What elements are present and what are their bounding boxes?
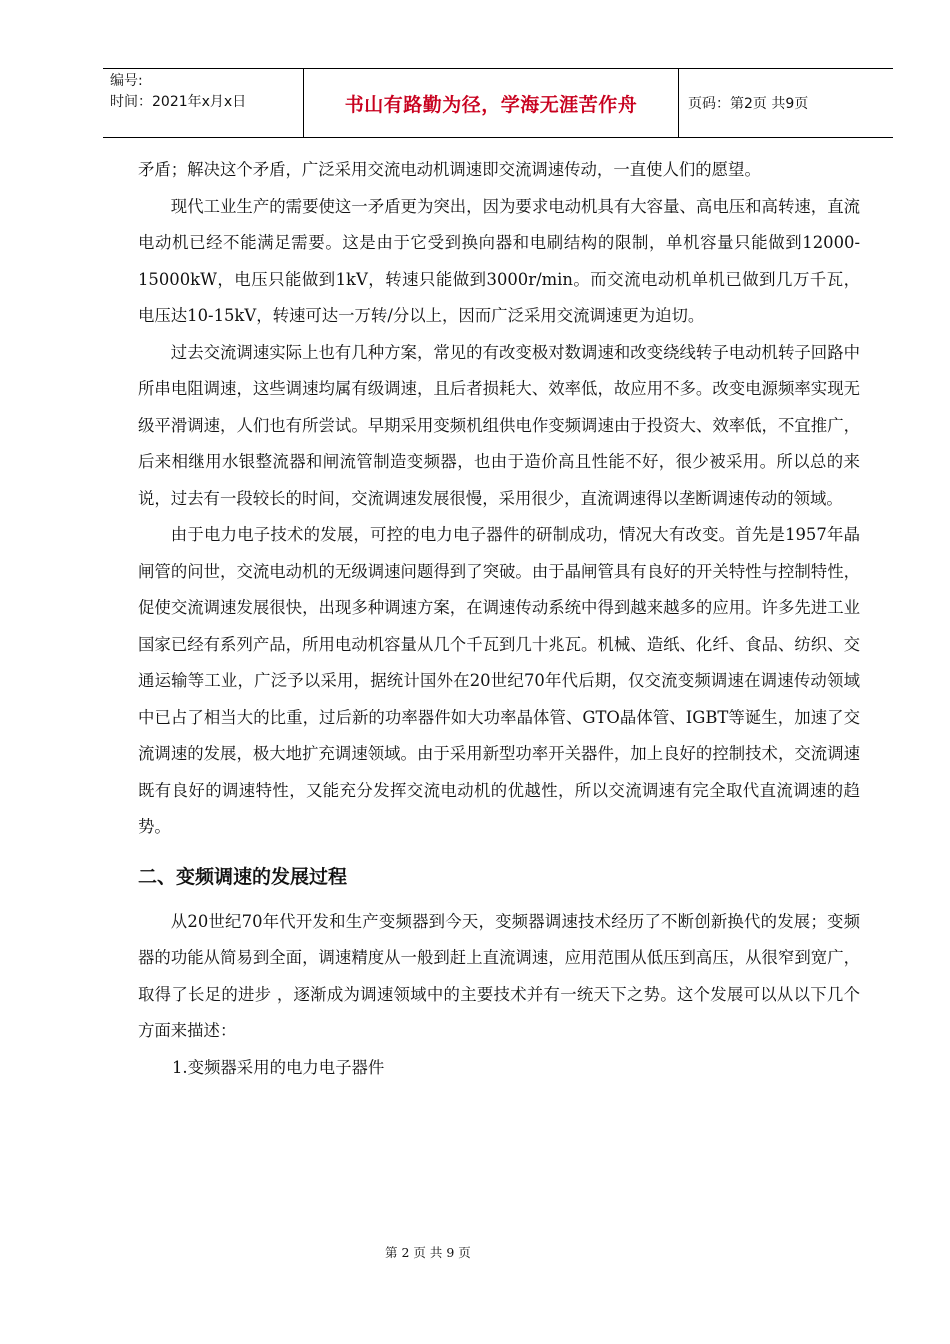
serial-number-label: 编号: bbox=[110, 73, 143, 89]
paragraph: 过去交流调速实际上也有几种方案，常见的有改变极对数调速和改变绕线转子电动机转子回路中所串电阻调速，这些调速均属有级调速，且后者损耗大、效率低，故应用不多。改变电源频率实现无级平滑调速，人们也有所尝试。早期采用变频机组供电作变频调速由于投资大、效率低，不宜推广，后来相继用水银整流器和闸流管制造变频器，也由于造价高且性能不好，很少被采用。所以总的来说，过去有一段较长的时间，交流调速发展很慢，采用很少，直流调速得以垄断调速传动的领域。 bbox=[138, 342, 860, 508]
page-footer: 第 2 页 共 9 页 bbox=[385, 1245, 471, 1260]
paragraph: 现代工业生产的需要使这一矛盾更为突出，因为要求电动机具有大容量、高电压和高转速，直流电动机已经不能满足需要。这是由于它受到换向器和电刷结构的限制，单机容量只能做到12000-15000kW，电压只能做到1kV，转速只能做到3000r/min。而交流电动机单机已做到几万千瓦，电压达10-15kV，转速可达一万转/分以上，因而广泛采用交流调速更为迫切。 bbox=[138, 196, 860, 325]
header-meta bbox=[103, 69, 304, 137]
date-label: 时间：2021年x月x日 bbox=[110, 94, 247, 110]
page-header bbox=[103, 68, 893, 138]
paragraph-continuation: 矛盾；解决这个矛盾，广泛采用交流电动机调速即交流调速传动，一直使人们的愿望。 bbox=[138, 160, 761, 179]
section-heading: 二、变频调速的发展过程 bbox=[138, 865, 348, 888]
list-item: 1.变频器采用的电力电子器件 bbox=[172, 1057, 385, 1077]
header-motto: 书山有路勤为径，学海无涯苦作舟 bbox=[304, 69, 679, 137]
paragraph: 从20世纪70年代开发和生产变频器到今天，变频器调速技术经历了不断创新换代的发展；变频器的功能从简易到全面，调速精度从一般到赶上直流调速，应用范围从低压到高压，从很窄到宽广，取得了长足的进步 ，逐渐成为调速领域中的主要技术并有一统天下之势。这个发展可以从以下几个方面来描述： bbox=[138, 911, 860, 1040]
document-body bbox=[138, 152, 860, 1086]
header-page-number: 页码：第2页 共9页 bbox=[688, 96, 809, 112]
paragraph: 由于电力电子技术的发展，可控的电力电子器件的研制成功，情况大有改变。首先是1957年晶闸管的问世，交流电动机的无级调速问题得到了突破。由于晶闸管具有良好的开关特性与控制特性，促使交流调速发展很快，出现多种调速方案，在调速传动系统中得到越来越多的应用。许多先进工业国家已经有系列产品，所用电动机容量从几个千瓦到几十兆瓦。机械、造纸、化纤、食品、纺织、交通运输等工业，广泛予以采用，据统计国外在20世纪70年代后期，仅交流变频调速在调速传动领域中已占了相当大的比重，过后新的功率器件如大功率晶体管、GTO晶体管、IGBT等诞生，加速了交流调速的发展，极大地扩充调速领域。由于采用新型功率开关器件，加上良好的控制技术，交流调速既有良好的调速特性，又能充分发挥交流电动机的优越性，所以交流调速有完全取代直流调速的趋势。 bbox=[138, 525, 860, 836]
